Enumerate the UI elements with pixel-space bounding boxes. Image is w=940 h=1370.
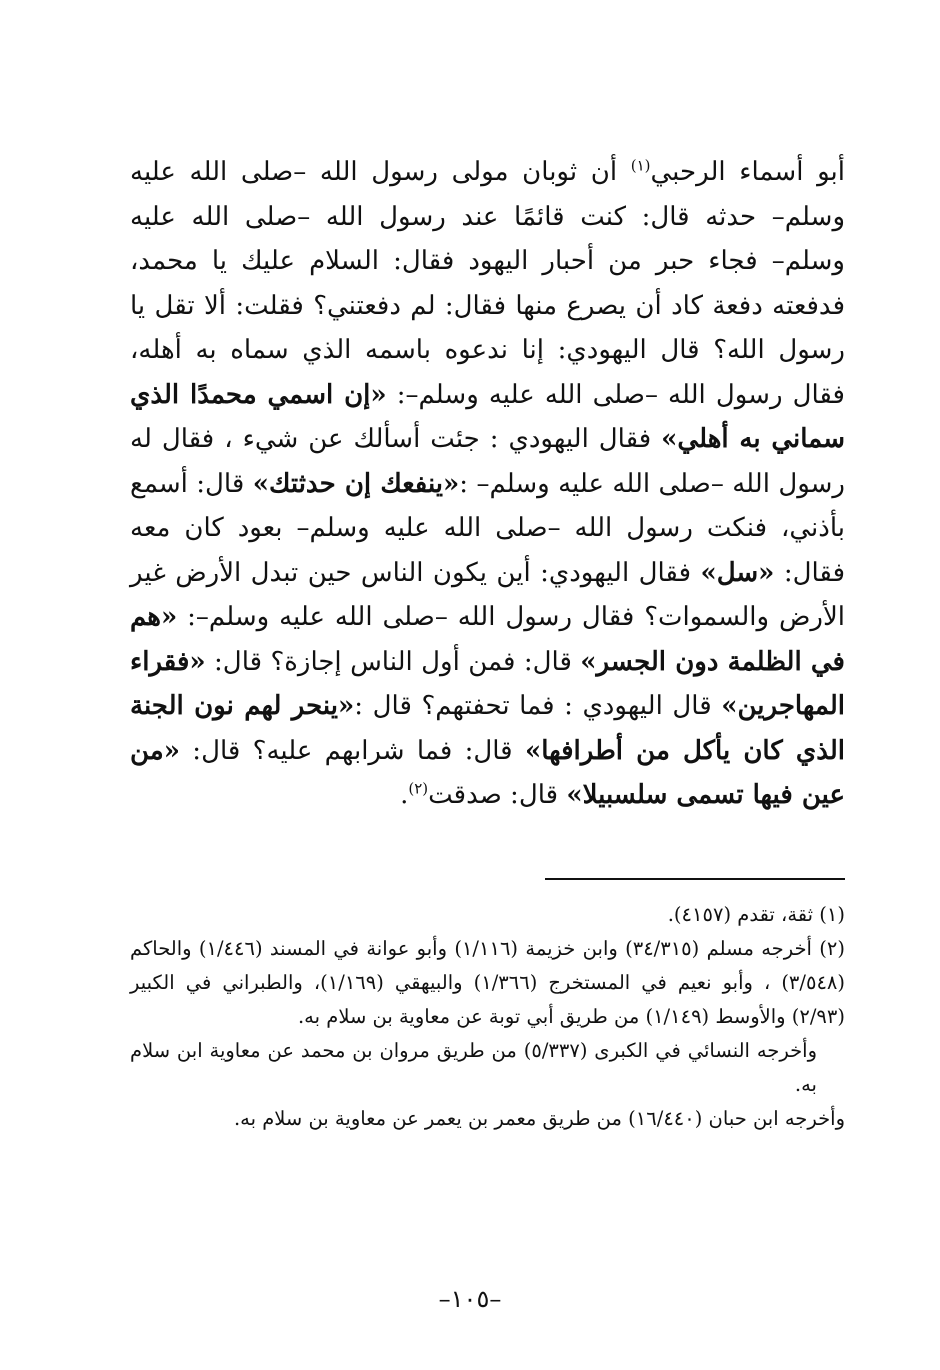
text-segment: فقال اليهودي : جئت أسألك عن شيء ، فقال له رسول الله –صلى الله عليه وسلم– : <box>130 424 845 499</box>
prophet-quote: «ينفعك إن حدثتك» <box>252 468 460 499</box>
text-segment: قال: فما شرابهم عليه؟ قال: <box>179 735 525 766</box>
footnote-2: (٢) أخرجه مسلم (٣٤/٣١٥) وابن خزيمة (١/١١٦) وأبو عوانة في المسند (١/٤٤٦) والحاكم (٣/٥٤٨) ، وأبو نعيم في المستخرج (١/٣٦٦) والبيهقي (١/١٦٩)، والطبراني في الكبير (٢/٩٣) والأوسط (١/١٤٩) من طريق أبي توبة عن معاوية بن سلام به. <box>130 937 846 1028</box>
text-segment: قال: صدقت <box>428 780 567 810</box>
footnote-ref-1: (١) <box>630 156 651 175</box>
prophet-quote: «إن اسمي محمدًا الذي سماني به أهلي» <box>130 379 845 454</box>
page-number: –١٠٥– <box>438 1285 502 1313</box>
hadith-text <box>130 150 845 818</box>
prophet-quote: «هم في الظلمة دون الجسر» <box>130 602 845 677</box>
text-segment: . <box>400 780 409 810</box>
footnote-1: (١) ثقة، تقدم (٤١٥٧). <box>667 903 845 926</box>
footnote-separator <box>545 878 845 880</box>
footnote-2-continuation: وأخرجه النسائي في الكبرى (٥/٣٣٧) من طريق مروان بن محمد عن معاوية ابن سلام به. <box>130 1039 817 1096</box>
footnotes <box>130 898 845 1136</box>
text-segment: قال: فمن أول الناس إجازة؟ قال: <box>205 646 581 677</box>
text-segment: أبو أسماء الرحبي <box>650 157 845 187</box>
text-segment: قال اليهودي : فما تحفتهم؟ قال : <box>354 691 722 721</box>
text-segment: فقال اليهودي: أين يكون الناس حين تبدل الأرض غير الأرض والسموات؟ فقال رسول الله –صلى الله عليه وسلم–: <box>130 557 845 632</box>
prophet-quote: «ينحر لهم نون الجنة الذي كان يأكل من أطرافها» <box>130 691 845 766</box>
prophet-quote: «فقراء المهاجرين» <box>130 646 845 721</box>
footnote-ref-2: (٢) <box>408 779 429 798</box>
text-segment: أن ثوبان مولى رسول الله –صلى الله عليه وسلم– حدثه قال: كنت قائمًا عند رسول الله –صلى الله عليه وسلم– فجاء حبر من أحبار اليهود فقال: السلام عليك يا محمد، فدفعته دفعة كاد أن يصرع منها فقال: لم دفعتني؟ فقلت: ألا تقل يا رسول الله؟ قال اليهودي: إنا ندعوه باسمه الذي سماه به أهله، فقال رسول الله –صلى الله عليه وسلم–: <box>130 157 845 410</box>
prophet-quote: «من عين فيها تسمى سلسبيلا» <box>130 735 845 810</box>
text-segment: قال: أسمع بأذني، فنكت رسول الله –صلى الله عليه وسلم– بعود كان معه فقال: <box>130 468 845 588</box>
prophet-quote: «سل» <box>700 557 775 588</box>
footnote-2-continuation: وأخرجه ابن حبان (١٦/٤٤٠) من طريق معمر بن يعمر عن معاوية بن سلام به. <box>233 1107 845 1130</box>
